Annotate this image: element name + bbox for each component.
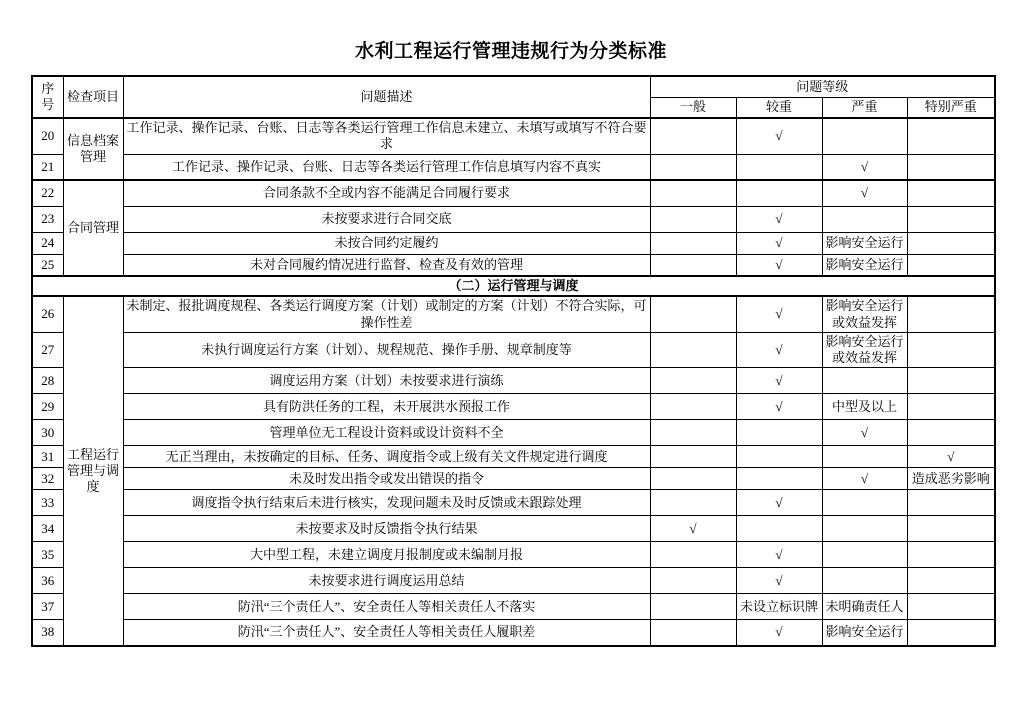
col-header-level-group: 问题等级 bbox=[650, 76, 995, 97]
level-extreme-cell bbox=[907, 516, 995, 542]
level-general-cell bbox=[650, 490, 736, 516]
problem-description: 未制定、报批调度规程、各类运行调度方案（计划）或制定的方案（计划）不符合实际，可操作性差 bbox=[123, 296, 650, 332]
row-number: 32 bbox=[32, 468, 63, 490]
level-moderate-cell: √ bbox=[736, 368, 822, 394]
level-general-cell bbox=[650, 568, 736, 594]
col-header-no: 序号 bbox=[32, 76, 63, 118]
level-moderate-cell: √ bbox=[736, 620, 822, 646]
level-extreme-cell bbox=[907, 296, 995, 332]
level-extreme-cell bbox=[907, 206, 995, 232]
level-severe-cell: 中型及以上 bbox=[822, 394, 907, 420]
problem-description: 调度运用方案（计划）未按要求进行演练 bbox=[123, 368, 650, 394]
row-number: 23 bbox=[32, 206, 63, 232]
level-severe-cell: √ bbox=[822, 420, 907, 446]
level-general-cell bbox=[650, 394, 736, 420]
table-row bbox=[32, 332, 995, 368]
level-moderate-cell bbox=[736, 180, 822, 206]
level-extreme-cell: 造成恶劣影响 bbox=[907, 468, 995, 490]
level-general-cell bbox=[650, 620, 736, 646]
row-number: 30 bbox=[32, 420, 63, 446]
problem-description: 未执行调度运行方案（计划）、规程规范、操作手册、规章制度等 bbox=[123, 332, 650, 368]
level-general-cell bbox=[650, 180, 736, 206]
table-header bbox=[32, 76, 995, 118]
table-body bbox=[32, 118, 995, 646]
row-number: 27 bbox=[32, 332, 63, 368]
level-general-cell bbox=[650, 332, 736, 368]
col-header-level-severe: 严重 bbox=[822, 97, 907, 118]
level-extreme-cell bbox=[907, 180, 995, 206]
level-general-cell: √ bbox=[650, 516, 736, 542]
level-moderate-cell: √ bbox=[736, 118, 822, 154]
level-severe-cell: 未明确责任人 bbox=[822, 594, 907, 620]
level-moderate-cell bbox=[736, 154, 822, 180]
row-number: 37 bbox=[32, 594, 63, 620]
level-general-cell bbox=[650, 420, 736, 446]
table-row bbox=[32, 154, 995, 180]
level-extreme-cell bbox=[907, 420, 995, 446]
table-row bbox=[32, 254, 995, 276]
col-header-level-general: 一般 bbox=[650, 97, 736, 118]
level-extreme-cell: √ bbox=[907, 446, 995, 468]
level-severe-cell: 影响安全运行 bbox=[822, 254, 907, 276]
problem-description: 未对合同履约情况进行监督、检查及有效的管理 bbox=[123, 254, 650, 276]
row-number: 22 bbox=[32, 180, 63, 206]
level-extreme-cell bbox=[907, 154, 995, 180]
problem-description: 调度指令执行结束后未进行核实，发现问题未及时反馈或未跟踪处理 bbox=[123, 490, 650, 516]
level-moderate-cell: √ bbox=[736, 542, 822, 568]
level-moderate-cell bbox=[736, 516, 822, 542]
problem-description: 合同条款不全或内容不能满足合同履行要求 bbox=[123, 180, 650, 206]
level-moderate-cell: √ bbox=[736, 296, 822, 332]
table-row bbox=[32, 542, 995, 568]
problem-description: 无正当理由，未按确定的目标、任务、调度指令或上级有关文件规定进行调度 bbox=[123, 446, 650, 468]
problem-description: 具有防洪任务的工程，未开展洪水预报工作 bbox=[123, 394, 650, 420]
level-moderate-cell bbox=[736, 446, 822, 468]
problem-description: 未按要求及时反馈指令执行结果 bbox=[123, 516, 650, 542]
table-row bbox=[32, 446, 995, 468]
level-general-cell bbox=[650, 254, 736, 276]
level-moderate-cell bbox=[736, 468, 822, 490]
table-row bbox=[32, 232, 995, 254]
header-row-1 bbox=[32, 76, 995, 97]
problem-description: 工作记录、操作记录、台账、日志等各类运行管理工作信息未建立、未填写或填写不符合要求 bbox=[123, 118, 650, 154]
row-number: 36 bbox=[32, 568, 63, 594]
section-header: （二）运行管理与调度 bbox=[32, 276, 995, 296]
table-row bbox=[32, 516, 995, 542]
level-severe-cell bbox=[822, 568, 907, 594]
table-row bbox=[32, 490, 995, 516]
col-header-level-extreme: 特别严重 bbox=[907, 97, 995, 118]
problem-description: 防汛“三个责任人”、安全责任人等相关责任人不落实 bbox=[123, 594, 650, 620]
level-extreme-cell bbox=[907, 368, 995, 394]
level-severe-cell bbox=[822, 490, 907, 516]
level-moderate-cell: √ bbox=[736, 490, 822, 516]
level-general-cell bbox=[650, 154, 736, 180]
row-number: 26 bbox=[32, 296, 63, 332]
row-number: 28 bbox=[32, 368, 63, 394]
level-moderate-cell bbox=[736, 420, 822, 446]
level-general-cell bbox=[650, 368, 736, 394]
level-severe-cell: √ bbox=[822, 180, 907, 206]
level-extreme-cell bbox=[907, 118, 995, 154]
table-row bbox=[32, 296, 995, 332]
level-moderate-cell: √ bbox=[736, 254, 822, 276]
classification-table bbox=[31, 75, 996, 647]
level-moderate-cell: √ bbox=[736, 568, 822, 594]
level-severe-cell: √ bbox=[822, 154, 907, 180]
problem-description: 未按要求进行合同交底 bbox=[123, 206, 650, 232]
problem-description: 未按合同约定履约 bbox=[123, 232, 650, 254]
inspection-item-group-label: 合同管理 bbox=[63, 180, 123, 276]
level-severe-cell: 影响安全运行 bbox=[822, 232, 907, 254]
page-title: 水利工程运行管理违规行为分类标准 bbox=[354, 41, 667, 62]
problem-description: 未按要求进行调度运用总结 bbox=[123, 568, 650, 594]
row-number: 31 bbox=[32, 446, 63, 468]
level-general-cell bbox=[650, 232, 736, 254]
table-row bbox=[32, 394, 995, 420]
table-row bbox=[32, 180, 995, 206]
level-severe-cell: √ bbox=[822, 468, 907, 490]
level-severe-cell bbox=[822, 206, 907, 232]
inspection-item-group-label: 信息档案管理 bbox=[63, 118, 123, 180]
table-row bbox=[32, 468, 995, 490]
level-moderate-cell: 未设立标识牌 bbox=[736, 594, 822, 620]
section-row bbox=[32, 276, 995, 296]
level-general-cell bbox=[650, 446, 736, 468]
table-row bbox=[32, 568, 995, 594]
level-severe-cell bbox=[822, 446, 907, 468]
level-extreme-cell bbox=[907, 594, 995, 620]
row-number: 25 bbox=[32, 254, 63, 276]
problem-description: 管理单位无工程设计资料或设计资料不全 bbox=[123, 420, 650, 446]
problem-description: 大中型工程，未建立调度月报制度或未编制月报 bbox=[123, 542, 650, 568]
row-number: 38 bbox=[32, 620, 63, 646]
row-number: 29 bbox=[32, 394, 63, 420]
table-row bbox=[32, 620, 995, 646]
col-header-level-moderate: 较重 bbox=[736, 97, 822, 118]
row-number: 24 bbox=[32, 232, 63, 254]
table-row bbox=[32, 420, 995, 446]
level-severe-cell bbox=[822, 542, 907, 568]
level-moderate-cell: √ bbox=[736, 332, 822, 368]
level-general-cell bbox=[650, 296, 736, 332]
level-severe-cell: 影响安全运行 bbox=[822, 620, 907, 646]
table-row bbox=[32, 118, 995, 154]
row-number: 33 bbox=[32, 490, 63, 516]
level-extreme-cell bbox=[907, 394, 995, 420]
level-extreme-cell bbox=[907, 568, 995, 594]
level-extreme-cell bbox=[907, 542, 995, 568]
level-extreme-cell bbox=[907, 232, 995, 254]
level-extreme-cell bbox=[907, 620, 995, 646]
table-row bbox=[32, 368, 995, 394]
level-moderate-cell: √ bbox=[736, 206, 822, 232]
level-severe-cell bbox=[822, 516, 907, 542]
level-severe-cell bbox=[822, 368, 907, 394]
problem-description: 防汛“三个责任人”、安全责任人等相关责任人履职差 bbox=[123, 620, 650, 646]
level-moderate-cell: √ bbox=[736, 394, 822, 420]
level-extreme-cell bbox=[907, 254, 995, 276]
level-general-cell bbox=[650, 206, 736, 232]
table-row bbox=[32, 594, 995, 620]
level-extreme-cell bbox=[907, 490, 995, 516]
problem-description: 工作记录、操作记录、台账、日志等各类运行管理工作信息填写内容不真实 bbox=[123, 154, 650, 180]
level-general-cell bbox=[650, 542, 736, 568]
table-row bbox=[32, 206, 995, 232]
level-general-cell bbox=[650, 468, 736, 490]
level-general-cell bbox=[650, 118, 736, 154]
level-general-cell bbox=[650, 594, 736, 620]
col-header-desc: 问题描述 bbox=[123, 76, 650, 118]
inspection-item-group-label: 工程运行管理与调度 bbox=[63, 296, 123, 646]
level-moderate-cell: √ bbox=[736, 232, 822, 254]
row-number: 20 bbox=[32, 118, 63, 154]
row-number: 35 bbox=[32, 542, 63, 568]
level-extreme-cell bbox=[907, 332, 995, 368]
row-number: 21 bbox=[32, 154, 63, 180]
level-severe-cell: 影响安全运行或效益发挥 bbox=[822, 332, 907, 368]
problem-description: 未及时发出指令或发出错误的指令 bbox=[123, 468, 650, 490]
level-severe-cell: 影响安全运行或效益发挥 bbox=[822, 296, 907, 332]
level-severe-cell bbox=[822, 118, 907, 154]
row-number: 34 bbox=[32, 516, 63, 542]
col-header-item: 检查项目 bbox=[63, 76, 123, 118]
